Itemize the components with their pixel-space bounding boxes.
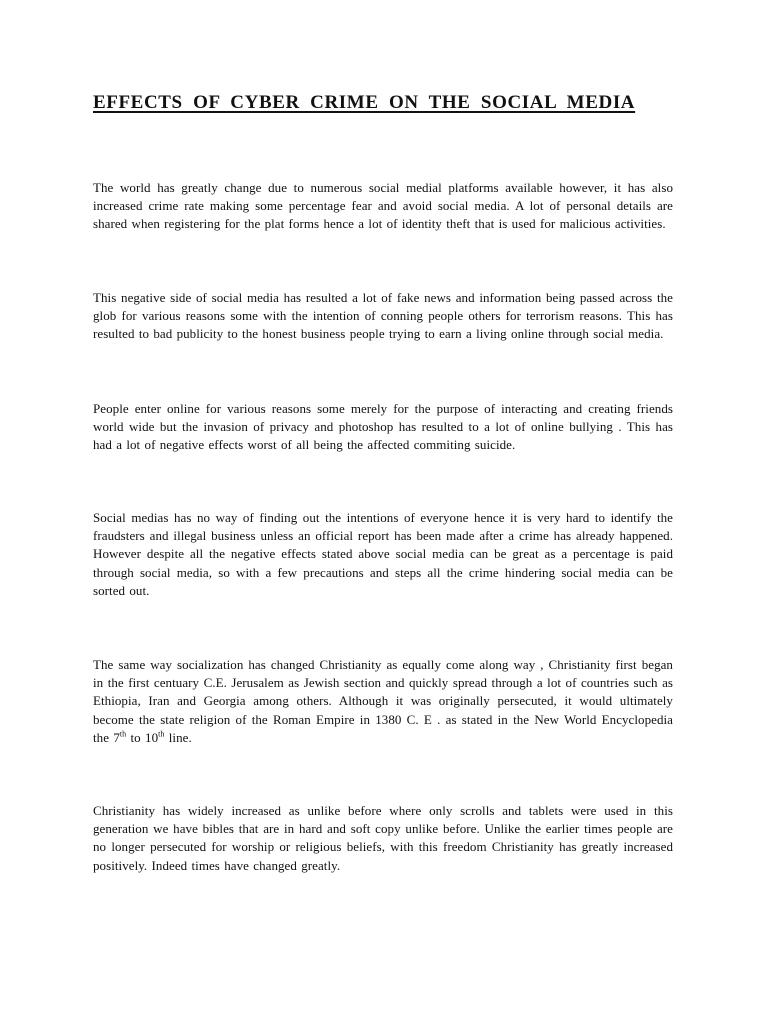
- superscript-th-1: th: [119, 729, 127, 739]
- paragraph-5-end: line.: [164, 729, 192, 745]
- paragraph-6: Christianity has widely increased as unlike before where only scrolls and tablets were used in this generation we have bibles that are in hard and soft copy unlike before. Unlike the earlier times people are no longer persecuted for worship or religious beliefs, with this freedom Christianity has greatly increased positively. Indeed times have changed greatly.: [93, 803, 673, 873]
- paragraph-5-mid: to 10: [126, 729, 159, 745]
- paragraph-2: This negative side of social media has resulted a lot of fake news and information being passed across the glob for various reasons some with the intention of conning people others for terrorism reasons. This has resulted to bad publicity to the honest business people trying to earn a living online through social media.: [93, 290, 673, 342]
- paragraph-3: People enter online for various reasons some merely for the purpose of interacting and creating friends world wide but the invasion of privacy and photoshop has resulted to a lot of online bullying . This has had a lot of negative effects worst of all being the affected commiting suicide.: [93, 401, 673, 453]
- superscript-th-2: th: [158, 729, 165, 739]
- paragraph-4: Social medias has no way of finding out the intentions of everyone hence it is very hard to identify the fraudsters and illegal business unless an official report has been made after a crime has already happened. However despite all the negative effects stated above social media can be great as a percentage is paid through social media, so with a few precautions and steps all the crime hindering social media can be sorted out.: [93, 510, 673, 598]
- paragraph-5-text: The same way socialization has changed Christianity as equally come along way , Christianity first began in the first centuary C.E. Jerusalem as Jewish section and quickly spread through a lot of countries such as Ethiopia, Iran and Georgia among others. Although it was originally persecuted, it would ultimately become the state religion of the Roman Empire in 1380 C. E . as stated in the New World Encyclopedia the 7: [93, 657, 673, 745]
- document-title: EFFECTS OF CYBER CRIME ON THE SOCIAL MEDIA: [93, 92, 636, 113]
- paragraph-1: The world has greatly change due to numerous social medial platforms available however, it has also increased crime rate making some percentage fear and avoid social media. A lot of personal details are shared when registering for the plat forms hence a lot of identity theft that is used for malicious activities.: [93, 180, 673, 232]
- paragraph-5: [93, 656, 673, 747]
